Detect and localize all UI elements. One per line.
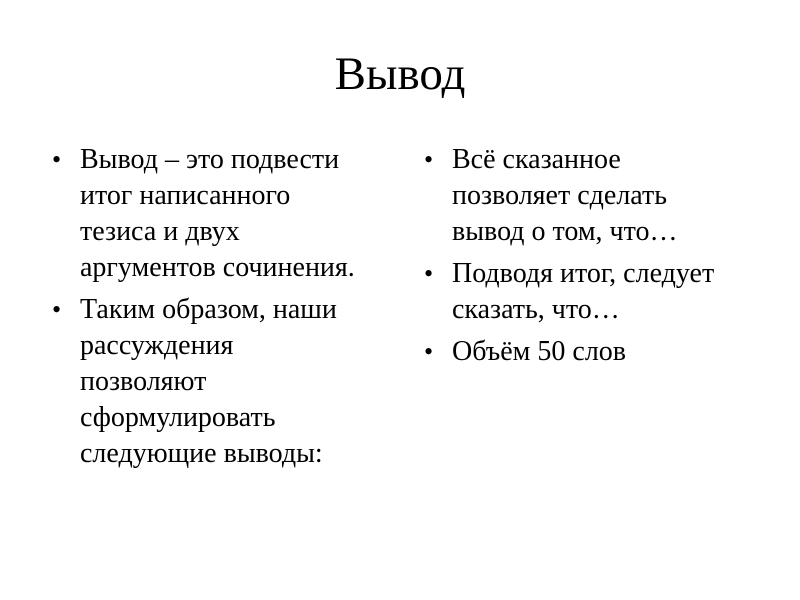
list-item (46, 142, 398, 286)
list-item-text: Объём 50 слов (452, 336, 627, 367)
bullet-icon: • (424, 259, 434, 288)
list-item (418, 256, 758, 328)
slide-title: Вывод (334, 48, 466, 100)
bullet-icon: • (424, 145, 434, 174)
list-item-text: Вывод – это подвести (80, 144, 340, 175)
right-bullet-list (418, 142, 758, 376)
list-item-text: вывод о том, что… (452, 216, 678, 247)
list-item-text: сформулировать (80, 402, 276, 433)
list-item-text: Таким образом, наши (80, 294, 337, 325)
bullet-icon: • (52, 295, 62, 324)
list-item-text: позволяет сделать (452, 180, 668, 211)
list-item-text: Всё сказанное (452, 144, 621, 175)
list-item-text: итог написанного (80, 180, 291, 211)
left-bullet-list (46, 142, 398, 478)
list-item-text: следующие выводы: (80, 438, 323, 469)
list-item-text: тезиса и двух (80, 216, 240, 247)
bullet-icon: • (52, 145, 62, 174)
bullet-icon: • (424, 337, 434, 366)
list-item-text: аргументов сочинения. (80, 252, 355, 283)
list-item (418, 142, 758, 250)
list-item (418, 334, 758, 370)
list-item (46, 292, 398, 472)
list-item-text: рассуждения (80, 330, 234, 361)
list-item-text: Подводя итог, следует (452, 258, 715, 289)
list-item-text: сказать, что… (452, 294, 620, 325)
list-item-text: позволяют (80, 366, 207, 397)
